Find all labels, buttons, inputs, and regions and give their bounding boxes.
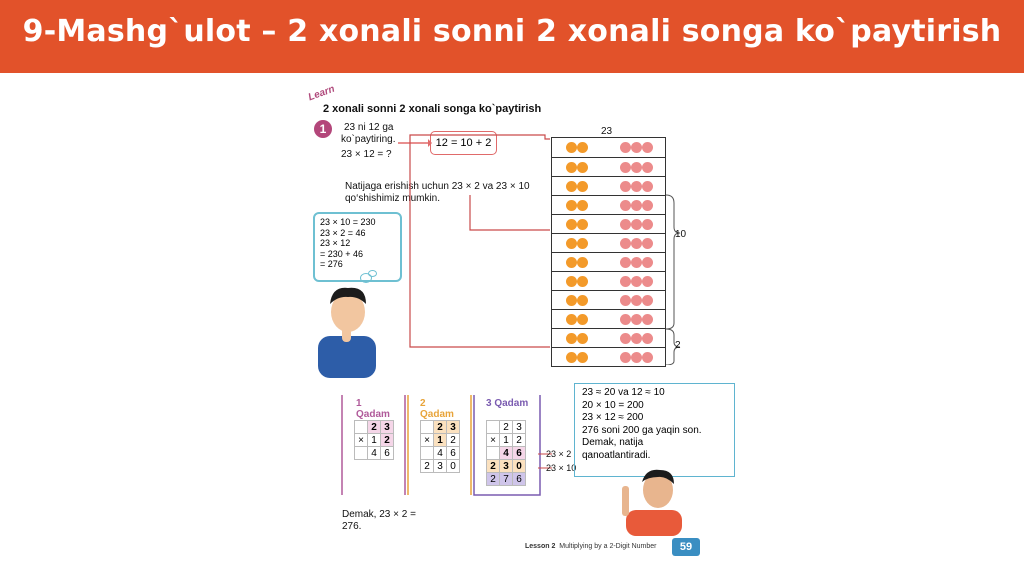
rack-top-label: 23 (601, 126, 613, 137)
rack-row (552, 176, 665, 196)
ten-ball-icon (566, 162, 577, 173)
problem-line2: ko`paytiring. (341, 134, 396, 145)
one-ball-icon (620, 276, 631, 287)
step2-grid: 2 3 × 1 2 4 6 2 3 0 (420, 420, 460, 473)
one-ball-icon (631, 181, 642, 192)
step1-grid: 2 3 × 1 2 4 6 (354, 420, 394, 460)
ten-ball-icon (566, 352, 577, 363)
ten-ball-icon (566, 257, 577, 268)
ten-ball-icon (577, 181, 588, 192)
estimate-line: 23 × 12 ≈ 200 (582, 412, 644, 423)
one-ball-icon (620, 200, 631, 211)
estimate-line: 276 soni 200 ga yaqin son. (582, 424, 702, 436)
ten-ball-icon (577, 333, 588, 344)
ten-ball-icon (566, 276, 577, 287)
explanation-text: Natijaga erishish uchun 23 × 2 va 23 × 10 qo‘shishimiz mumkin. (345, 181, 530, 204)
ten-ball-icon (577, 295, 588, 306)
problem-expression: 23 × 12 = ? (341, 149, 392, 160)
rack-row (552, 252, 665, 272)
rack-row (552, 195, 665, 215)
one-ball-icon (642, 257, 653, 268)
ten-ball-icon (577, 276, 588, 287)
thought-dot (368, 270, 377, 277)
step1-label: 1 Qadam (356, 398, 390, 420)
one-ball-icon (642, 181, 653, 192)
one-ball-icon (642, 219, 653, 230)
rack-brackets (664, 137, 688, 365)
one-ball-icon (631, 142, 642, 153)
ten-ball-icon (566, 142, 577, 153)
page-number: 59 (672, 538, 700, 556)
ten-ball-icon (566, 200, 577, 211)
one-ball-icon (620, 238, 631, 249)
thought-line: 23 × 10 = 230 (320, 217, 376, 227)
estimate-line: Demak, natija (582, 437, 644, 448)
ten-ball-icon (566, 314, 577, 325)
one-ball-icon (642, 162, 653, 173)
ten-ball-icon (577, 200, 588, 211)
thought-line: 23 × 12 (320, 238, 351, 248)
one-ball-icon (642, 352, 653, 363)
ten-ball-icon (577, 314, 588, 325)
lesson-title: Multiplying by a 2-Digit Number (559, 543, 657, 550)
one-ball-icon (631, 238, 642, 249)
one-ball-icon (642, 276, 653, 287)
estimate-line: qanoatlantiradi. (582, 449, 651, 461)
pointing-boy-illustration (618, 468, 688, 536)
lesson-footer (525, 543, 657, 550)
ten-ball-icon (577, 219, 588, 230)
rack-row (552, 271, 665, 291)
lesson-number: Lesson 2 (525, 543, 556, 550)
estimate-box (574, 383, 735, 477)
ten-ball-icon (566, 295, 577, 306)
problem-number-badge: 1 (314, 120, 332, 138)
one-ball-icon (642, 295, 653, 306)
one-ball-icon (631, 219, 642, 230)
rack-row (552, 328, 665, 348)
ten-ball-icon (577, 257, 588, 268)
slide-header (0, 0, 1024, 73)
one-ball-icon (631, 162, 642, 173)
partial-label-1: 23 × 2 (546, 449, 572, 459)
thinking-boy-illustration (312, 282, 382, 378)
rack-row (552, 233, 665, 253)
one-ball-icon (631, 295, 642, 306)
ten-ball-icon (566, 219, 577, 230)
step2-label: 2 Qadam (420, 398, 454, 420)
slide-title: 9-Mashg`ulot – 2 xonali sonni 2 xonali songa ko`paytirish (22, 14, 1002, 49)
rack-row (552, 138, 665, 157)
one-ball-icon (631, 352, 642, 363)
thought-line: = 230 + 46 (320, 248, 364, 259)
one-ball-icon (620, 162, 631, 173)
one-ball-icon (620, 352, 631, 363)
one-ball-icon (642, 200, 653, 211)
estimate-line: 20 × 10 = 200 (582, 399, 644, 411)
problem-line1: 23 ni 12 ga (344, 122, 394, 133)
ten-ball-icon (566, 238, 577, 249)
one-ball-icon (642, 314, 653, 325)
ten-ball-icon (566, 333, 577, 344)
ten-ball-icon (577, 352, 588, 363)
connector-lines (405, 130, 555, 352)
one-ball-icon (631, 314, 642, 325)
step3-label: 3 Qadam (486, 398, 529, 409)
counting-rack (551, 137, 666, 367)
rack-row (552, 290, 665, 310)
ten-ball-icon (566, 181, 577, 192)
one-ball-icon (620, 257, 631, 268)
one-ball-icon (620, 333, 631, 344)
one-ball-icon (631, 276, 642, 287)
one-ball-icon (642, 238, 653, 249)
rack-row (552, 309, 665, 329)
one-ball-icon (642, 142, 653, 153)
ten-ball-icon (577, 142, 588, 153)
conclusion-text: Demak, 23 × 2 = 276. (342, 509, 416, 532)
rack-row (552, 157, 665, 177)
rack-row (552, 347, 665, 367)
one-ball-icon (620, 219, 631, 230)
one-ball-icon (631, 257, 642, 268)
decomposition-box: 12 = 10 + 2 (430, 131, 497, 155)
one-ball-icon (631, 200, 642, 211)
one-ball-icon (631, 333, 642, 344)
page-subtitle: 2 xonali sonni 2 xonali songa ko`paytirish (323, 103, 542, 115)
one-ball-icon (642, 333, 653, 344)
one-ball-icon (620, 295, 631, 306)
ten-ball-icon (577, 238, 588, 249)
estimate-line: 23 ≈ 20 va 12 ≈ 10 (582, 387, 665, 398)
ten-ball-icon (577, 162, 588, 173)
thought-bubble (313, 212, 402, 282)
learn-tag: Learn (306, 83, 337, 104)
ten-label: 10 (675, 229, 687, 240)
partial-label-2: 23 × 10 (546, 463, 577, 473)
thought-line: 23 × 2 = 46 (320, 227, 366, 238)
one-ball-icon (620, 142, 631, 153)
thought-line: = 276 (320, 259, 343, 269)
step3-grid: 2 3 × 1 2 4 6 2 3 0 2 7 6 (486, 420, 526, 486)
rack-row (552, 214, 665, 234)
two-label: 2 (675, 340, 681, 351)
one-ball-icon (620, 314, 631, 325)
one-ball-icon (620, 181, 631, 192)
